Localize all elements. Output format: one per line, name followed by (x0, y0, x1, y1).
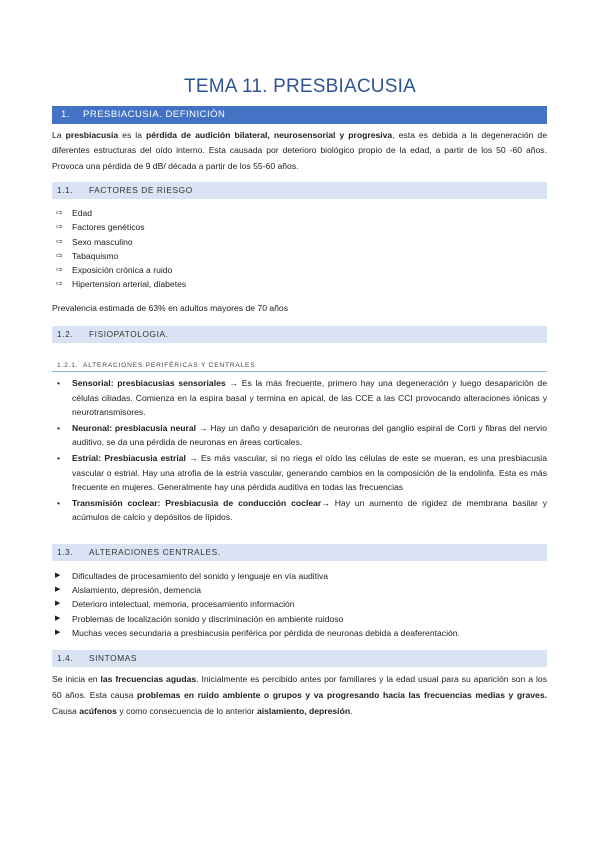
triangle-bullet-icon: ▶ (55, 586, 61, 594)
list-item: ▶ Dificultades de procesamiento del sonido y lenguaje en vía auditiva (52, 569, 547, 583)
arrow-right-icon: ⇨ (56, 208, 63, 217)
list-item: ⇨ Exposición crónica a ruido (52, 263, 547, 277)
arrow-right-icon: ⇨ (56, 222, 63, 232)
arrow-right-icon: ⇨ (56, 265, 63, 275)
subsection-heading-factores: 1.1. FACTORES DE RIESGO (52, 182, 547, 199)
triangle-bullet-icon: ▶ (55, 572, 61, 579)
triangle-bullet-icon: ▶ (55, 600, 61, 608)
prevalence-text: Prevalencia estimada de 63% en adultos mayores de 70 años (52, 303, 288, 313)
arrow-right-icon: ⇨ (56, 279, 63, 289)
list-item: ▶ Problemas de localización sonido y discriminación en ambiente ruidoso (52, 612, 547, 626)
triangle-bullet-icon: ▶ (55, 614, 61, 622)
dot-bullet-icon: • (57, 422, 61, 433)
subsection-heading-sintomas: 1.4. SINTOMAS (52, 650, 547, 667)
list-item: ⇨ Sexo masculino (52, 235, 547, 249)
dot-bullet-icon: • (57, 378, 61, 388)
section-label: PRESBIACUSIA. DEFINICIÓN (83, 109, 226, 120)
list-item: • Transmisión coclear: Presbiacusia de conducción coclear→ Hay un aumento de rigidez de membrana basilar y acúmulos de calcio y depósitos de lípidos. (57, 497, 547, 523)
list-item: • Neuronal: presbiacusia neural → Hay un daño y desaparición de neuronas del ganglio espiral de Corti y fibras del nervio auditivo, se da una pérdida de neuronas en áreas corticales. (57, 422, 548, 448)
arrow-right-icon: ⇨ (56, 236, 63, 246)
subsubsection-heading-alteraciones: 1.2.1. ALTERACIONES PERIFÉRICAS Y CENTRALES (52, 362, 547, 372)
definition-paragraph: La presbiacusia es la pérdida de audición bilateral, neurosensorial y progresiva, esta es debida a la degeneración de diferentes estructuras del oído interno. Esta causada por deterioro biológico propio de la edad, a partir de los 50 -60 años. Provoca una pérdida de 9 dB/ década a partir de los 55-60 años. (52, 130, 547, 171)
arrow-right-icon: ⇨ (56, 250, 63, 260)
peripheral-central-list (52, 376, 547, 526)
page-title: TEMA 11. PRESBIACUSIA (184, 76, 416, 97)
list-item: • Estrial: Presbiacusia estrial → Es más vascular, si no riega el oído las células de este se mueran, es una presbiacusia vascular o estrial. Hay una atrofia de la estría vascular, generando cambios en la composición de la endolinfa. Esta es más frecuente en mujeres. Generalmente hay una pérdida auditiva en todas las frecuencias (57, 452, 547, 493)
list-item: ⇨ Hipertension arterial, diabetes (52, 277, 547, 291)
section-heading-definicion (52, 106, 547, 124)
list-item: ⇨ Tabaquismo (52, 249, 547, 263)
central-alterations-list (52, 569, 547, 640)
risk-factors-list (52, 206, 547, 292)
triangle-bullet-icon: ▶ (55, 628, 61, 636)
dot-bullet-icon: • (57, 497, 61, 508)
list-item: ⇨ Edad (52, 206, 547, 220)
list-item: ▶ Aislamiento, depresión, demencia (52, 583, 547, 597)
subsection-heading-fisiopatologia: 1.2. FISIOPATOLOGIA. (52, 326, 547, 343)
subsection-heading-alteraciones-centrales: 1.3. ALTERACIONES CENTRALES. (52, 544, 547, 561)
list-item: ⇨ Factores genéticos (52, 220, 547, 234)
dot-bullet-icon: • (57, 452, 61, 463)
symptoms-paragraph: Se inicia en las frecuencias agudas. Inicialmente es percibido antes por familiares y la edad usual para su aparición son a los 60 años. Esta causa problemas en ruido ambiente o grupos y va progresando hacia las frecuencias medias y graves. Causa acúfenos y como consecuencia de lo anterior aislamiento, depresión. (52, 674, 547, 716)
list-item: ▶ Deterioro intelectual, memoria, procesamiento información (52, 597, 547, 611)
list-item: ▶ Muchas veces secundaria a presbiacusia periférica por pérdida de neuronas debida a deaferentación. (52, 626, 547, 640)
list-item: • Sensorial: presbiacusias sensoriales → Es la más frecuente, primero hay una degeneración y luego desaparición de células ciliadas. Comienza en la espira basal y termina en apical, de las CCE a las CCI provocando alteraciones iónicas y neurotransmisores. (57, 378, 547, 418)
section-number: 1. (61, 109, 70, 120)
